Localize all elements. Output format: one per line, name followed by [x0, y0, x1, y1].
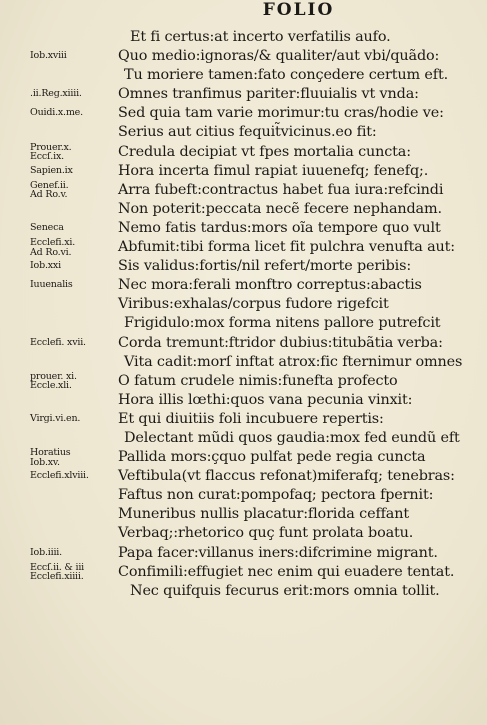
- verse-text: Corda tremunt:ftridor dubius:titubãtia verba:: [118, 334, 443, 351]
- margin-note: [30, 238, 116, 257]
- margin-note: [30, 89, 116, 99]
- verse-row: [0, 295, 487, 314]
- verse-text: Abfumit:tibi forma licet fit pulchra venufta aut:: [118, 239, 455, 256]
- verse-text: Pallida mors:çquo pulfat pede regia cuncta: [118, 449, 426, 466]
- verse-text: Muneribus nullis placatur:florida ceffant: [118, 506, 409, 523]
- verse-row: [0, 544, 487, 563]
- margin-note-ref: Prouer.x.: [30, 141, 72, 153]
- margin-note-ref: Seneca: [30, 221, 64, 233]
- margin-note: [30, 261, 116, 271]
- margin-note-ref: Virgi.vi.en.: [30, 412, 81, 424]
- verse-text: Credula decipiat vt fpes mortalia cuncta:: [118, 143, 411, 160]
- verse-text: Omnes tranfimus pariter:fluuialis vt vnda:: [118, 86, 419, 103]
- verse-row: [0, 467, 487, 486]
- margin-note-ref: Iob.iiii.: [30, 546, 62, 558]
- verse-row: [0, 181, 487, 200]
- verse-text: Serius aut citius fequit̃vicinus.eo fit:: [118, 124, 377, 141]
- verse-text: Non poterit:peccata necẽ fecere nephandam.: [118, 200, 442, 217]
- margin-note: [30, 414, 116, 424]
- margin-note: [30, 548, 116, 558]
- verse-row: [0, 582, 487, 601]
- verse-text: O fatum crudele nimis:funefta profecto: [118, 372, 398, 389]
- margin-note: [30, 448, 116, 467]
- margin-note-ref: Genef.ii.: [30, 179, 69, 191]
- verse-row: [0, 524, 487, 543]
- margin-note: [30, 181, 116, 200]
- verse-text: Quo medio:ignoras/& qualiter/aut vbi/quãdo:: [118, 48, 440, 65]
- margin-note-ref-second: Eccle.xli.: [30, 380, 72, 392]
- verse-text: Sed quia tam varie morimur:tu cras/hodie ve:: [118, 105, 444, 122]
- verse-row: [0, 391, 487, 410]
- margin-note-ref: Ouidi.x.me.: [30, 107, 83, 119]
- margin-note-ref: Iob.xxi: [30, 260, 61, 272]
- verse-row: [0, 219, 487, 238]
- verse-text: Confimili:effugiet nec enim qui euadere tentat.: [118, 563, 455, 580]
- folio-header: [0, 0, 487, 20]
- margin-note-ref-second: Ad Ro.vi.: [30, 246, 72, 258]
- margin-note-ref: Eccſ.ii. & iii: [30, 561, 85, 573]
- verse-row: [0, 563, 487, 582]
- verse-text: Faftus non curat:pompofaq; pectora fpernit:: [118, 487, 434, 504]
- margin-note-ref: Iob.xviii: [30, 50, 67, 62]
- verse-text: Nec mora:ferali monftro correptus:abactis: [118, 277, 422, 294]
- verse-row: [0, 353, 487, 372]
- margin-note-ref: Horatius: [30, 447, 71, 459]
- verse-row: [0, 47, 487, 66]
- verse-row: [0, 410, 487, 429]
- verse-row: [0, 66, 487, 85]
- margin-note-ref: prouer. xi.: [30, 370, 77, 382]
- verse-block: [0, 28, 487, 601]
- verse-text: Viribus:exhalas/corpus fudore rigefcit: [118, 296, 389, 313]
- verse-row: [0, 486, 487, 505]
- verse-row: [0, 200, 487, 219]
- margin-note-ref: Iuuenalis: [30, 279, 73, 291]
- margin-note: [30, 223, 116, 233]
- verse-text: Arra fubeft:contractus habet fua iura:refcindi: [118, 181, 444, 198]
- margin-note-ref-second: Iob.xv.: [30, 456, 60, 468]
- verse-row: [0, 334, 487, 353]
- verse-row: [0, 28, 487, 47]
- margin-note-ref: .ii.Reg.xiiii.: [30, 88, 82, 100]
- margin-note: [30, 51, 116, 61]
- margin-note-ref: Ecclefi.xi.: [30, 237, 76, 249]
- margin-note-ref: Ecclefi.xlviii.: [30, 470, 89, 482]
- verse-text: Hora illis lœthi:quos vana pecunia vinxit:: [118, 391, 413, 408]
- margin-note: [30, 166, 116, 176]
- verse-text: Vita cadit:morſ inftat atrox:fic fternimur omnes: [124, 353, 463, 370]
- verse-text: Nec quifquis fecurus erit:mors omnia tollit.: [130, 582, 440, 599]
- margin-note: [30, 372, 116, 391]
- verse-text: Delectant mũdi quos gaudia:mox fed eundũ eft: [124, 429, 460, 446]
- verse-text: Et qui diuitiis foli incubuere repertis:: [118, 410, 384, 427]
- verse-row: [0, 429, 487, 448]
- verse-text: Tu moriere tamen:fato conçedere certum eft.: [124, 67, 449, 84]
- margin-note-ref: Ecclefi. xvii.: [30, 336, 86, 348]
- verse-row: [0, 276, 487, 295]
- verse-row: [0, 505, 487, 524]
- verse-text: Papa facer:villanus iners:difcrimine migrant.: [118, 544, 438, 561]
- verse-text: Sis validus:fortis/nil refert/morte peribis:: [118, 258, 412, 275]
- margin-note-ref: Sapien.ix: [30, 164, 73, 176]
- margin-note: [30, 108, 116, 118]
- margin-note: [30, 563, 116, 582]
- verse-row: [0, 143, 487, 162]
- verse-row: [0, 448, 487, 467]
- verse-text: Hora incerta fimul rapiat iuuenefq; fenefq;.: [118, 162, 429, 179]
- margin-note: [30, 143, 116, 162]
- margin-note-ref-second: Ecclefi.xiiii.: [30, 571, 84, 583]
- verse-row: [0, 238, 487, 257]
- verse-row: [0, 372, 487, 391]
- verse-row: [0, 123, 487, 142]
- verse-text: Nemo fatis tardus:mors oĩa tempore quo vult: [118, 219, 441, 236]
- margin-note-ref-second: Eccſ.ix.: [30, 151, 64, 163]
- verse-row: [0, 162, 487, 181]
- verse-row: [0, 104, 487, 123]
- margin-note: [30, 471, 116, 481]
- verse-text: Veftibula(vt flaccus refonat)miferafq; tenebras:: [118, 468, 455, 485]
- verse-text: Frigidulo:mox forma nitens pallore putrefcit: [124, 315, 441, 332]
- margin-note-ref-second: Ad Ro.v.: [30, 189, 68, 201]
- margin-note: [30, 338, 116, 348]
- margin-note: [30, 280, 116, 290]
- verse-text: Verbaq;:rhetorico quç funt prolata boatu.: [118, 525, 414, 542]
- verse-row: [0, 85, 487, 104]
- verse-row: [0, 257, 487, 276]
- verse-row: [0, 314, 487, 333]
- folio-label: FOLIO: [262, 0, 335, 20]
- verse-text: Et fi certus:at incerto verfatilis aufo.: [130, 29, 391, 45]
